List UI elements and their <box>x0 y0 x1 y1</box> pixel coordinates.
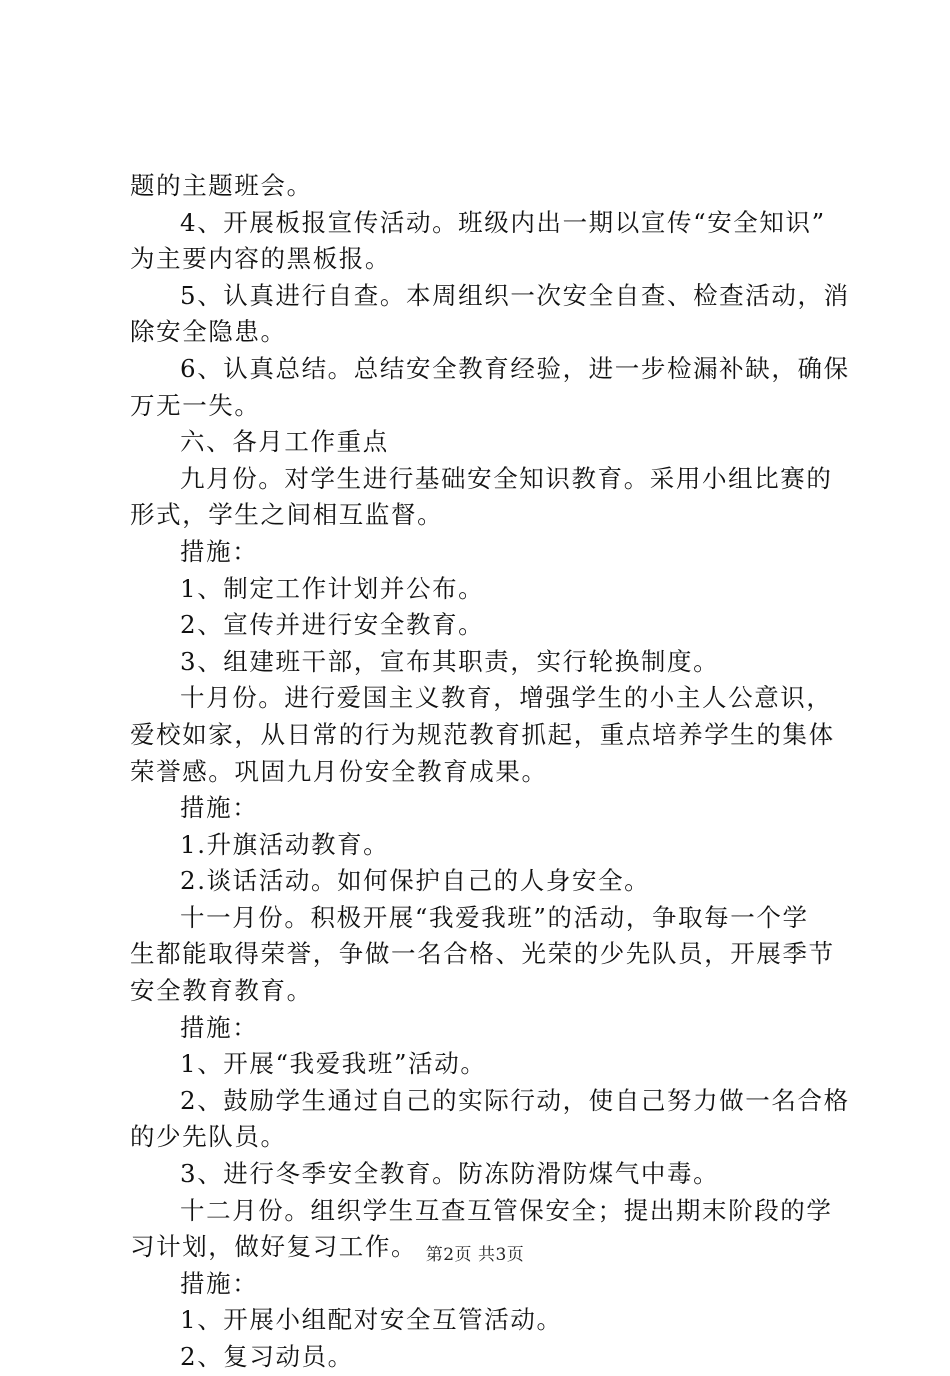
text-line: 形式，学生之间相互监督。 <box>130 500 444 530</box>
text-line: 生都能取得荣誉，争做一名合格、光荣的少先队员，开展季节 <box>130 939 835 969</box>
text-line: 十月份。进行爱国主义教育，增强学生的小主人公意识， <box>180 683 833 713</box>
page-number-footer: 第2页 共3页 <box>425 1245 525 1265</box>
measures-heading: 措施： <box>180 1268 259 1298</box>
document-body <box>130 168 850 1376</box>
text-line: 6、认真总结。总结安全教育经验，进一步检漏补缺，确保 <box>180 353 850 383</box>
section-heading: 六、各月工作重点 <box>180 427 389 457</box>
text-line: 万无一失。 <box>130 390 261 420</box>
measures-heading: 措施： <box>180 536 259 566</box>
text-line: 为主要内容的黑板报。 <box>130 244 391 274</box>
text-line: 十一月份。积极开展“我爱我班”的活动，争取每一个学 <box>180 902 809 932</box>
text-line: 十二月份。组织学生互查互管保安全；提出期末阶段的学 <box>180 1195 833 1225</box>
measures-heading: 措施： <box>180 1012 259 1042</box>
list-item: 2、宣传并进行安全教育。 <box>180 610 485 640</box>
text-line: 九月份。对学生进行基础安全知识教育。采用小组比赛的 <box>180 463 833 493</box>
list-item: 1、开展小组配对安全互管活动。 <box>180 1305 563 1335</box>
list-item: 2.谈话活动。如何保护自己的人身安全。 <box>180 866 651 896</box>
list-item: 2、复习动员。 <box>180 1342 354 1371</box>
list-item: 1、开展“我爱我班”活动。 <box>180 1049 487 1079</box>
measures-heading: 措施： <box>180 793 259 823</box>
text-line: 爱校如家，从日常的行为规范教育抓起，重点培养学生的集体 <box>130 719 835 749</box>
text-line: 习计划，做好复习工作。 <box>130 1232 418 1262</box>
text-line: 荣誉感。巩固九月份安全教育成果。 <box>130 756 548 786</box>
list-item: 2、鼓励学生通过自己的实际行动，使自己努力做一名合格 <box>180 1085 850 1115</box>
text-line: 除安全隐患。 <box>130 317 287 347</box>
text-line: 的少先队员。 <box>130 1122 287 1152</box>
text-line: 安全教育教育。 <box>130 976 313 1006</box>
list-item: 1.升旗活动教育。 <box>180 829 390 859</box>
list-item: 1、制定工作计划并公布。 <box>180 573 485 603</box>
list-item: 3、进行冬季安全教育。防冻防滑防煤气中毒。 <box>180 1159 720 1189</box>
list-item: 3、组建班干部，宣布其职责，实行轮换制度。 <box>180 646 720 676</box>
text-line: 5、认真进行自查。本周组织一次安全自查、检查活动，消 <box>180 280 850 310</box>
text-line: 题的主题班会。 <box>130 171 313 200</box>
text-line: 4、开展板报宣传活动。班级内出一期以宣传“安全知识” <box>180 207 826 237</box>
